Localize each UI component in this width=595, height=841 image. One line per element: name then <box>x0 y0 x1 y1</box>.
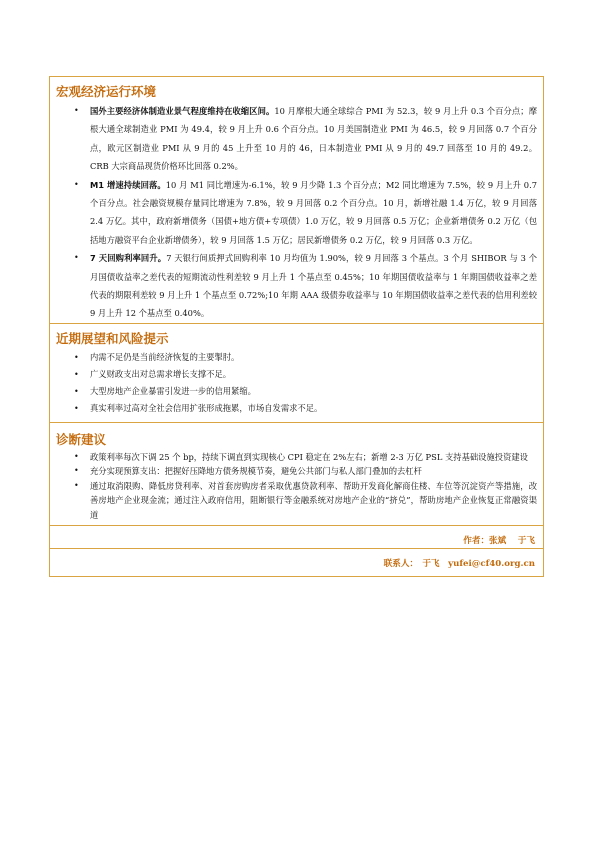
list-item <box>50 176 537 250</box>
list-item <box>50 249 537 323</box>
macro-list <box>50 102 543 323</box>
bullet-icon: • <box>74 480 79 490</box>
list-item <box>50 349 537 366</box>
item-text: 大型房地产企业暴雷引发进一步的信用紧缩。 <box>90 386 256 397</box>
contact-label: 联系人： 于飞 <box>383 558 449 569</box>
list-item <box>50 102 537 176</box>
item-text: 10 月 M1 同比增速为-6.1%，较 9 月少降 1.3 个百分点；M2 同比增速为 7.5%，较 9 月上升 0.7 个百分点。社会融资规模存量同比增速为 7.8%，较 9 月回落 0.2 个百分点。10 月，新增社融 1.4 万亿，较 9 月回落 2.4 万亿。其中，政府新增债务（国债+地方债+专项债）1.0 万亿，较 9 月回落 0.5 万亿；企业新增债务 0.2 万亿（包括地方融资平台企业新增债务），较 9 月回落 1.5 万亿；居民新增债务 0.2 万亿，较 9 月回落 0.3 万亿。 <box>90 179 537 245</box>
item-lead: M1 增速持续回落。 <box>90 179 166 190</box>
item-text: 政策利率每次下调 25 个 bp，持续下调直到实现核心 CPI 稳定在 2%左右；新增 2-3 万亿 PSL 支持基础设施投资建设 <box>90 451 528 462</box>
bullet-icon: • <box>74 106 79 115</box>
item-text: 真实利率过高对全社会信用扩张形成拖累，市场自发需求不足。 <box>90 403 323 414</box>
list-item <box>50 366 537 383</box>
section-title-advice: 诊断建议 <box>56 431 107 447</box>
item-lead: 国外主要经济体制造业景气程度维持在收缩区间。 <box>90 106 275 116</box>
item-text: 充分实现预算支出：把握好压降地方债务规模节奏，避免公共部门与私人部门叠加的去杠杆 <box>90 466 422 477</box>
bullet-icon: • <box>74 404 79 414</box>
bullet-icon: • <box>74 451 79 461</box>
list-item <box>50 383 537 400</box>
list-item <box>50 450 537 465</box>
item-text: 内需不足仍是当前经济恢复的主要掣肘。 <box>90 351 240 362</box>
item-text: 通过取消限购、降低房贷利率、对首套房购房者采取优惠贷款利率、帮助开发商化解商住楼、车位等沉淀资产等措施，改善房地产企业现金流；通过注入政府信用，阻断银行等金融系统对房地产企业的“挤兑”，帮助房地产企业恢复正常融资渠道 <box>90 480 537 521</box>
report-frame <box>49 76 544 577</box>
item-lead: 7 天回购利率回升。 <box>90 253 167 264</box>
item-text: 7 天银行间质押式回购利率 10 月均值为 1.90%，较 9 月回落 3 个基点。3 个月 SHIBOR 与 3 个月国债收益率之差代表的短期流动性利差较 9 月上升 1 个基点至 0.45%；10 年期国债收益率与 1 年期国债收益率之差代表的期限利差较 9 月上升 1 个基点至 0.72%;10 年期 AAA 级债券收益率与 10 年期国债收益率之差代表的信用利差较 9 月上升 12 个基点至 0.40%。 <box>90 253 537 319</box>
list-item <box>50 464 537 479</box>
section-title-macro: 宏观经济运行环境 <box>56 84 157 99</box>
item-text: 10 月摩根大通全球综合 PMI 为 52.3，较 9 月上升 0.3 个百分点；摩根大通全球制造业 PMI 为 49.4，较 9 月上升 0.6 个百分点。10 月美国制造业 PMI 为 46.5，较 9 月回落 0.7 个百分点，欧元区制造业 PMI 从 9 月的 45 上升至 10 月的 46，日本制造业 PMI 从 9 月的 49.7 回落至 10 月的 49.2。CRB 大宗商品现货价格环比回落 0.2%。 <box>90 106 537 172</box>
bullet-icon: • <box>74 370 79 380</box>
contact-email[interactable]: yufei@cf40.org.cn <box>448 558 535 569</box>
item-text: 广义财政支出对总需求增长支撑不足。 <box>90 369 232 380</box>
outlook-list <box>50 349 543 422</box>
section-title-outlook: 近期展望和风险提示 <box>56 330 169 346</box>
bullet-icon: • <box>74 179 79 189</box>
contact-line <box>50 549 543 576</box>
authors-line: 作者：张斌 于飞 <box>463 535 535 546</box>
list-item <box>50 400 537 421</box>
advice-list <box>50 450 543 525</box>
bullet-icon: • <box>74 352 79 362</box>
bullet-icon: • <box>74 387 79 397</box>
bullet-icon: • <box>74 466 79 476</box>
list-item <box>50 479 537 525</box>
bullet-icon: • <box>74 253 79 263</box>
